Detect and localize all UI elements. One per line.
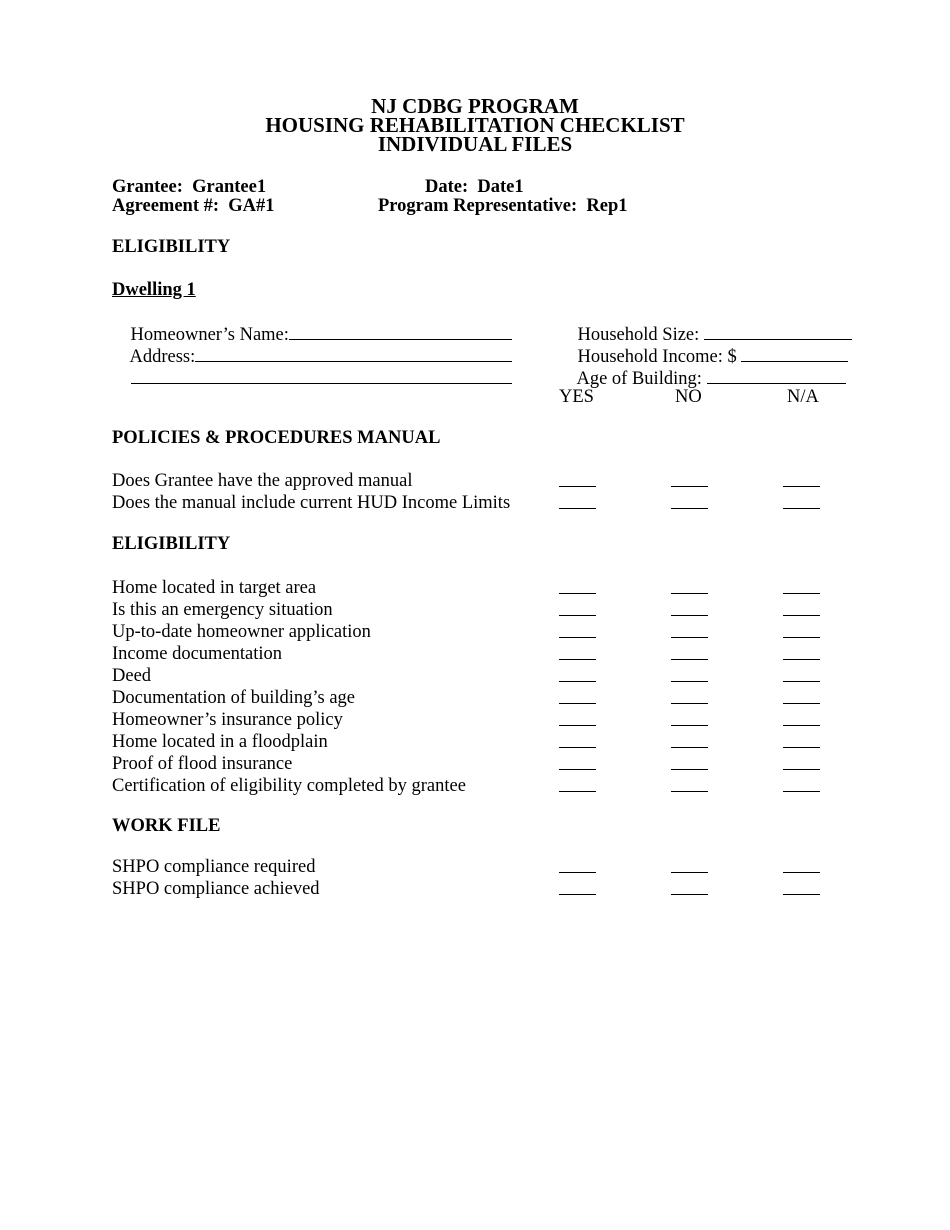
checklist-item-label: Does the manual include current HUD Income Limits	[112, 493, 511, 513]
yes-blank[interactable]	[559, 894, 596, 895]
title-line-files: INDIVIDUAL FILES	[377, 132, 573, 156]
na-blank[interactable]	[783, 593, 820, 594]
checklist-item-label: SHPO compliance achieved	[112, 879, 320, 899]
checklist-item-label: Documentation of building’s age	[112, 688, 356, 708]
yes-blank[interactable]	[559, 486, 596, 487]
column-header-na: N/A	[787, 387, 819, 407]
address-label: Address:	[129, 347, 196, 367]
checklist-item	[112, 665, 832, 687]
na-blank[interactable]	[783, 791, 820, 792]
no-blank[interactable]	[671, 486, 708, 487]
no-blank[interactable]	[671, 659, 708, 660]
section-heading: WORK FILE	[112, 816, 221, 836]
checklist-item	[112, 621, 832, 643]
grantee-field: Grantee: Grantee1	[112, 177, 267, 197]
checklist-item-label: Income documentation	[112, 644, 283, 664]
yes-blank[interactable]	[559, 593, 596, 594]
na-blank[interactable]	[783, 637, 820, 638]
checklist-item	[112, 709, 832, 731]
checklist-item-label: Up-to-date homeowner application	[112, 622, 371, 642]
yes-blank[interactable]	[559, 681, 596, 682]
na-blank[interactable]	[783, 725, 820, 726]
na-blank[interactable]	[783, 659, 820, 660]
na-blank[interactable]	[783, 872, 820, 873]
no-blank[interactable]	[671, 872, 708, 873]
agreement-field: Agreement #: GA#1	[112, 196, 275, 216]
checklist-item-label: Does Grantee have the approved manual	[112, 471, 413, 491]
address-line2-row	[112, 345, 512, 412]
checklist-item	[112, 492, 832, 514]
no-blank[interactable]	[671, 593, 708, 594]
address-line2-blank[interactable]	[131, 367, 512, 384]
checklist-item-label: Is this an emergency situation	[112, 600, 333, 620]
yes-blank[interactable]	[559, 637, 596, 638]
no-blank[interactable]	[671, 681, 708, 682]
no-blank[interactable]	[671, 769, 708, 770]
household-size-label: Household Size:	[577, 325, 700, 345]
program-representative-field: Program Representative: Rep1	[378, 196, 628, 216]
checklist-item	[112, 687, 832, 709]
document-title	[0, 94, 950, 156]
no-blank[interactable]	[671, 791, 708, 792]
household-income-label: Household Income: $	[577, 347, 737, 367]
yes-blank[interactable]	[559, 872, 596, 873]
yes-blank[interactable]	[559, 747, 596, 748]
na-blank[interactable]	[783, 894, 820, 895]
no-blank[interactable]	[671, 637, 708, 638]
checklist-item	[112, 753, 832, 775]
homeowner-name-label: Homeowner’s Name:	[130, 325, 289, 345]
yes-blank[interactable]	[559, 659, 596, 660]
age-of-building-label: Age of Building:	[576, 369, 702, 389]
eligibility-heading: ELIGIBILITY	[112, 237, 231, 257]
title-line-checklist: HOUSING REHABILITATION CHECKLIST	[265, 113, 685, 137]
na-blank[interactable]	[783, 747, 820, 748]
date-field: Date: Date1	[425, 177, 524, 197]
title-line-program: NJ CDBG PROGRAM	[371, 94, 579, 118]
na-blank[interactable]	[783, 508, 820, 509]
checklist-item	[112, 643, 832, 665]
no-blank[interactable]	[671, 894, 708, 895]
na-blank[interactable]	[783, 769, 820, 770]
age-of-building-blank[interactable]	[707, 367, 846, 384]
na-blank[interactable]	[783, 486, 820, 487]
no-blank[interactable]	[671, 615, 708, 616]
checklist-item	[112, 878, 832, 900]
yes-blank[interactable]	[559, 791, 596, 792]
yes-blank[interactable]	[559, 703, 596, 704]
checklist-item-label: Proof of flood insurance	[112, 754, 293, 774]
no-blank[interactable]	[671, 508, 708, 509]
yes-blank[interactable]	[559, 508, 596, 509]
checklist-item-label: Deed	[112, 666, 152, 686]
yes-blank[interactable]	[559, 725, 596, 726]
na-blank[interactable]	[783, 681, 820, 682]
checklist-item-label: SHPO compliance required	[112, 857, 316, 877]
no-blank[interactable]	[671, 747, 708, 748]
checklist-item-label: Certification of eligibility completed by grantee	[112, 776, 466, 796]
checklist-item	[112, 599, 832, 621]
column-header-no: NO	[675, 387, 702, 407]
checklist-item	[112, 775, 832, 797]
no-blank[interactable]	[671, 703, 708, 704]
na-blank[interactable]	[783, 703, 820, 704]
yes-blank[interactable]	[559, 615, 596, 616]
no-blank[interactable]	[671, 725, 708, 726]
yes-blank[interactable]	[559, 769, 596, 770]
checklist-item	[112, 577, 832, 599]
dwelling-title: Dwelling 1	[112, 280, 196, 300]
checklist-item	[112, 731, 832, 753]
checklist-item-label: Homeowner’s insurance policy	[112, 710, 343, 730]
checklist-item	[112, 470, 832, 492]
checklist-item	[112, 856, 832, 878]
checklist-item-label: Home located in target area	[112, 578, 317, 598]
section-heading: POLICIES & PROCEDURES MANUAL	[112, 428, 441, 448]
section-heading: ELIGIBILITY	[112, 534, 231, 554]
na-blank[interactable]	[783, 615, 820, 616]
checklist-item-label: Home located in a floodplain	[112, 732, 328, 752]
column-header-yes: YES	[559, 387, 594, 407]
